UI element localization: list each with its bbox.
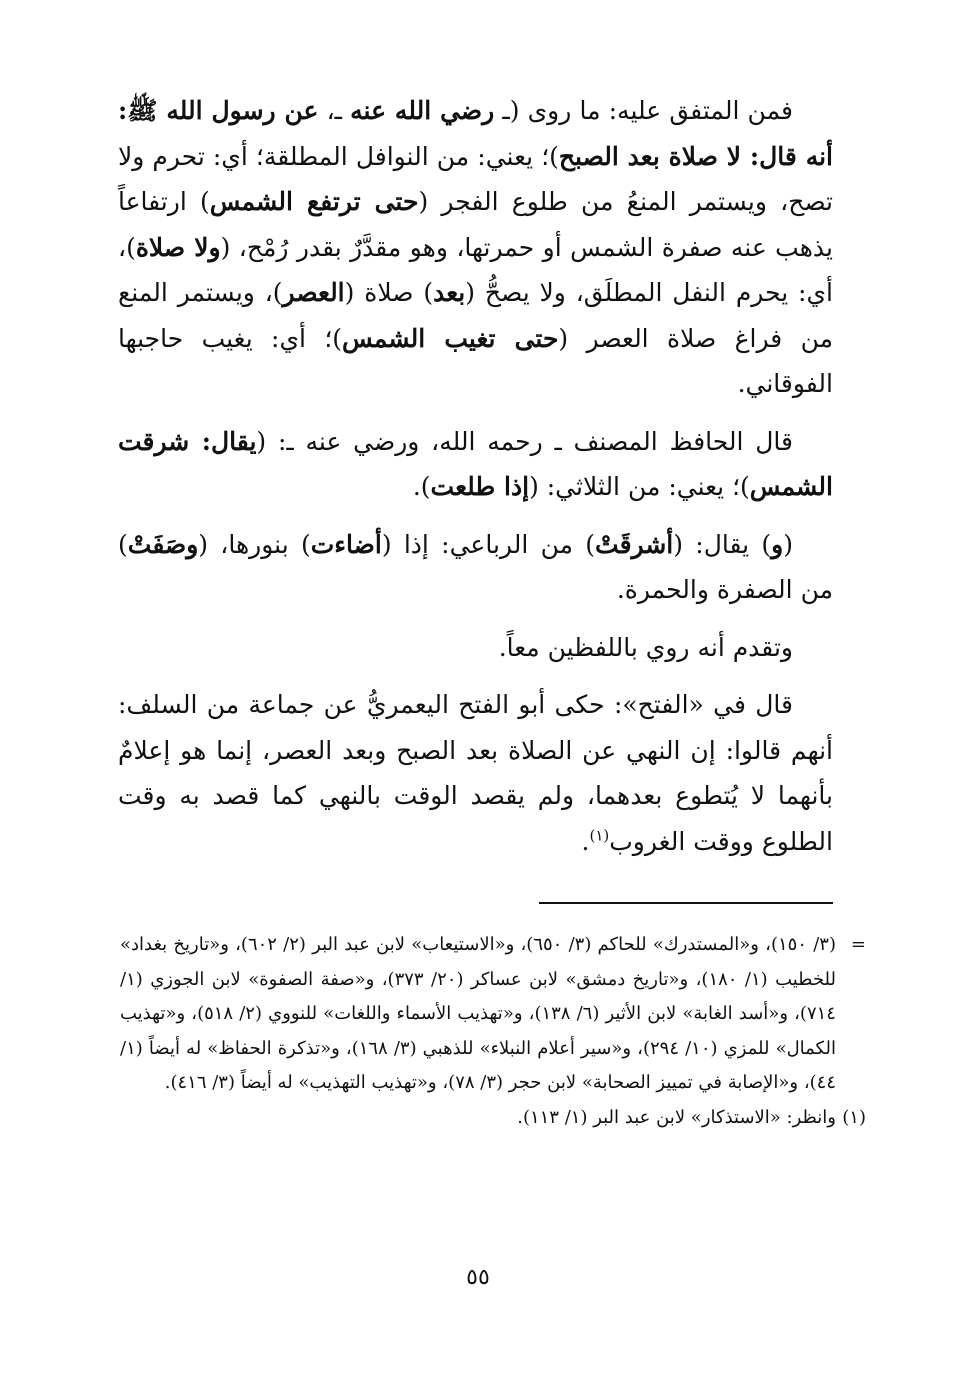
text-segment: ) بنورها، (	[198, 529, 311, 559]
footnote-number: (١)	[842, 1106, 866, 1128]
text-segment: ) صلاة (	[344, 278, 434, 307]
bold-segment: رضي الله عنه	[350, 96, 495, 125]
footnote-separator	[539, 902, 833, 904]
bold-segment: يقال: شرقت الشمس	[118, 426, 833, 501]
paragraph-2	[118, 419, 833, 510]
bold-segment: إذا طلعت	[430, 472, 530, 501]
text-segment: ـ،	[318, 96, 351, 125]
text-segment: )؛ أي: يغيب حاجبها الفوقاني.	[118, 323, 833, 398]
text-segment: قال في «الفتح»: حكى أبو الفتح اليعمريُّ عن جماعة من السلف: أنهم قالوا: إن النهي عن الصلاة بعد الصبح وبعد العصر، إنما هو إعلامٌ بأنهما لا يُتطوع بعدهما، ولم يقصد الوقت بالنهي كما قصد به وقت الطلوع ووقت الغروب	[118, 690, 833, 856]
footnote-1	[120, 1101, 866, 1136]
bold-segment: عن رسول الله ﷺ: أنه قال: لا صلاة بعد الصبح	[118, 96, 834, 171]
text-segment: )؛ يعني: من النوافل المطلقة؛ أي: تحرم ولا تصح، ويستمر المنعُ من طلوع الفجر (	[118, 141, 833, 216]
bold-segment: بعد	[433, 278, 466, 307]
main-text	[118, 88, 833, 864]
continuation-text: (٣/ ١٥٠)، و«المستدرك» للحاكم (٣/ ٦٥٠)، و«الاستيعاب» لابن عبد البر (٢/ ٦٠٢)، و«تاريخ بغداد» للخطيب (١/ ١٨٠)، و«تاريخ دمشق» لابن عساكر (٢٠/ ٣٧٣)، و«صفة الصفوة» لابن الجوزي (١/ ٧١٤)، و«أسد الغابة» لابن الأثير (٦/ ١٣٨)، و«تهذيب الأسماء واللغات» للنووي (٢/ ٥١٨)، و«تهذيب الكمال» للمزي (١٠/ ٢٩٤)، و«سير أعلام النبلاء» للذهبي (٣/ ١٦٨)، و«تذكرة الحفاظ» له أيضاً (١/ ٤٤)، و«الإصابة في تمييز الصحابة» لابن حجر (٣/ ٧٨)، و«تهذيب التهذيب» له أيضاً (٣/ ٤١٦).	[120, 934, 837, 1093]
bold-segment: العصر	[282, 278, 345, 307]
paragraph-5	[118, 682, 833, 864]
footnotes	[120, 928, 866, 1135]
text-segment: ) ارتفاعاً يذهب عنه صفرة الشمس أو حمرتها، وهو مقدَّرٌ بقدر رُمْح، (	[118, 187, 833, 262]
paragraph-3	[118, 522, 833, 613]
text-segment: )، أي: يحرم النفل المطلَق، ولا يصحُّ (	[118, 232, 833, 307]
bold-segment: و	[771, 529, 784, 559]
text-segment: وتقدم أنه روي باللفظين معاً.	[498, 632, 793, 662]
continuation-mark: =	[850, 934, 866, 955]
text-segment: فمن المتفق عليه: ما روى (ـ	[494, 96, 793, 125]
bold-segment: حتى تغيب الشمس	[342, 323, 559, 353]
bold-segment: حتى ترتفع الشمس	[209, 187, 419, 216]
paragraph-1	[118, 88, 833, 407]
text-segment: (	[783, 529, 793, 559]
page-number: ٥٥	[466, 1265, 490, 1290]
bold-segment: وصَفَتْ	[127, 529, 199, 559]
bold-segment: أضاءت	[310, 529, 382, 559]
text-segment: قال الحافظ المصنف ـ رحمه الله، ورضي عنه ـ: (	[256, 426, 793, 456]
text-segment: ).	[412, 472, 431, 501]
text-segment: .	[581, 826, 590, 856]
bold-segment: ولا صلاة	[135, 232, 221, 262]
bold-segment: أشرقَتْ	[595, 529, 674, 559]
footnote-continuation	[120, 928, 866, 1101]
footnote-ref: (١)	[589, 826, 610, 845]
paragraph-4	[118, 625, 833, 671]
text-segment: ) يقال: (	[673, 529, 772, 559]
footnote-text: وانظر: «الاستذكار» لابن عبد البر (١/ ١١٣).	[517, 1106, 836, 1128]
text-segment: ) من الصفرة والحمرة.	[118, 529, 833, 604]
text-segment: ) من الرباعي: إذا (	[381, 529, 596, 559]
text-segment: )؛ يعني: من الثلاثي: (	[529, 472, 750, 501]
text-segment: )، ويستمر المنع من فراغ صلاة العصر (	[118, 278, 833, 353]
